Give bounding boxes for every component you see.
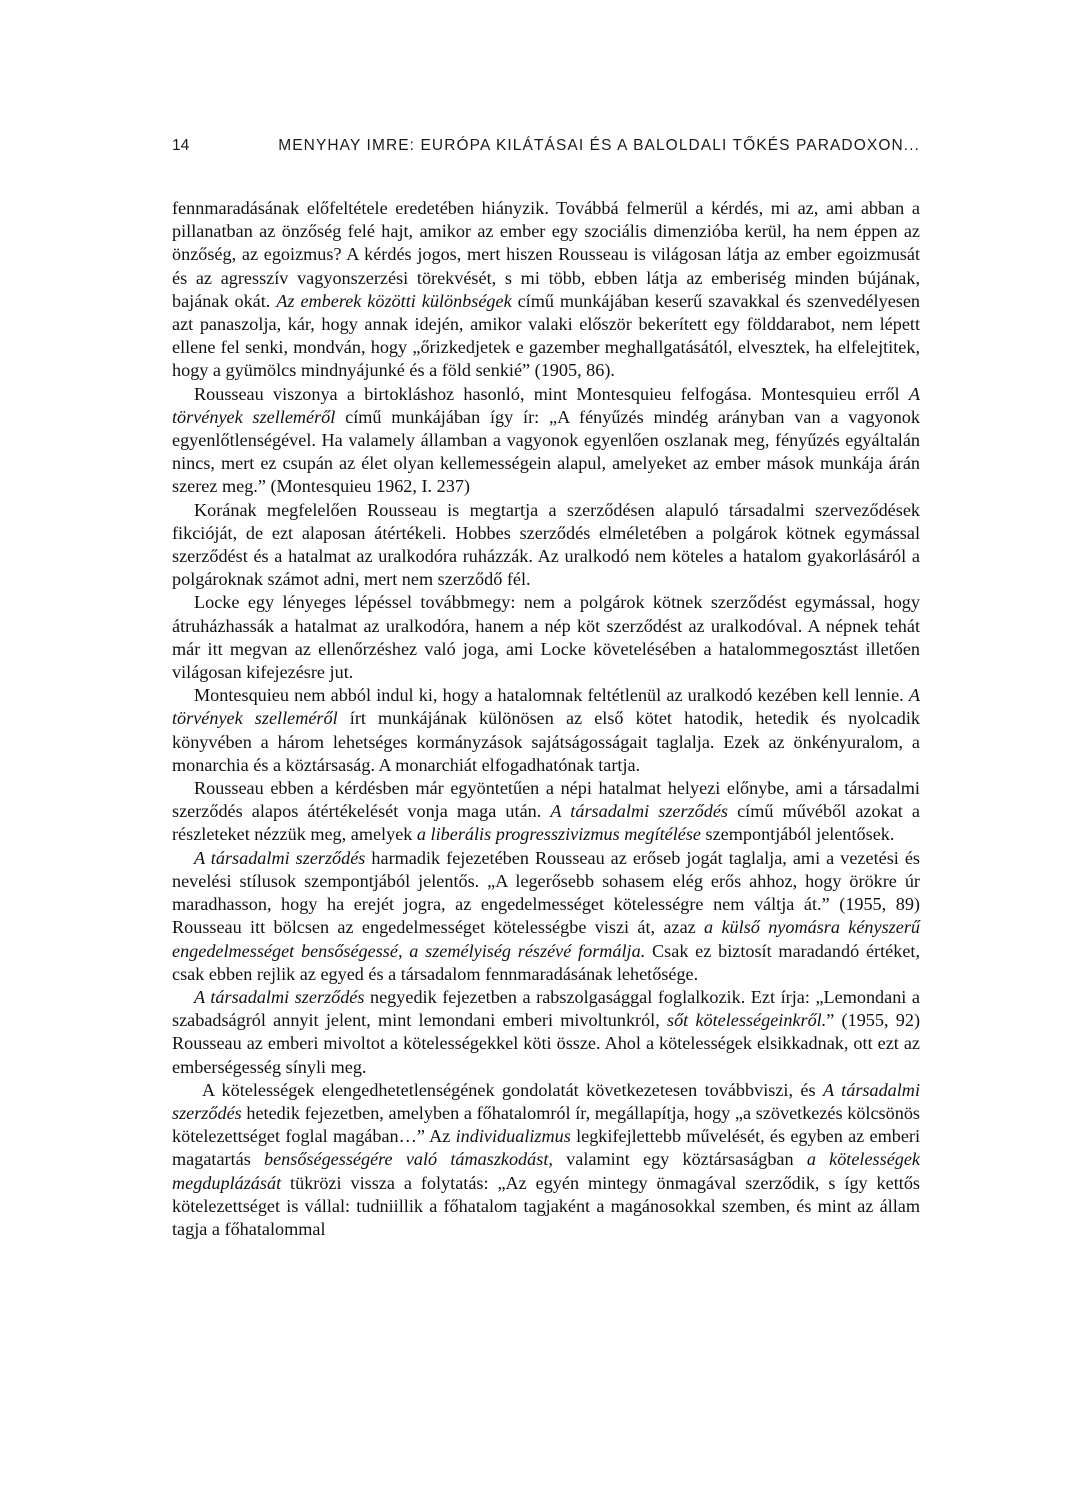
running-title: MENYHAY IMRE: EURÓPA KILÁTÁSAI ÉS A BALOLDALI TŐKÉS PARADOXON...: [278, 137, 920, 154]
italic-text: A társadalmi szerződés: [550, 801, 728, 822]
text-run: című munkájában így ír: „A fényűzés mindég arányban van a vagyonok egyenlőtlenségével. Ha valamely államban a vagyonok egyenlően oszlanak meg, fényűzés egyáltalán nincs, mert ez csupán az élet olyan kellemességein alapul, amelyeket az ember mások munkája árán szerez meg.” (Montesquieu 1962, I. 237): [172, 406, 920, 497]
italic-text: sőt kötelességeinkről.: [667, 1010, 827, 1031]
text-run: legkifejlettebb művelését, és egyben az emberi magatartás: [172, 1126, 920, 1170]
paragraph: [172, 197, 920, 383]
italic-text: A törvények szelleméről: [172, 383, 920, 427]
paragraph: [172, 986, 920, 1079]
text-run: Montesquieu nem abból indul ki, hogy a hatalomnak feltétlenül az uralkodó kezében kell lennie.: [194, 685, 909, 706]
italic-text: A törvények szelleméről: [172, 685, 920, 729]
text-run: Rousseau ebben a kérdésben már egyöntetűen a népi hatalmat helyezi előnybe, ami a társadalmi szerződés alapos átértékelését vonja maga után.: [172, 778, 920, 822]
italic-text: A társadalmi szerződés: [172, 1079, 920, 1123]
text-run: Locke egy lényeges lépéssel továbbmegy: nem a polgárok kötnek szerződést egymással, hogy átruházhassák a hatalmat az uralkodóra, hanem a nép köt szerződést az uralkodóval. A népnek tehát már itt megvan az ellenőrzéshez való joga, ami Locke követelésében a hatalommegosztást illetően világosan kifejezésre jut.: [172, 592, 920, 683]
paragraph: [172, 383, 920, 499]
paragraph: [172, 499, 920, 592]
paragraph: [172, 847, 920, 986]
page-number: 14: [172, 137, 190, 154]
text-run: tükrözi vissza a folytatás: „Az egyén mintegy önmagával szerződik, s így kettős kötelezettséget is vállal: tudniillik a főhatalom tagjaként a magánosokkal szemben, és mint az állam tagja a főhatalommal: [172, 1172, 920, 1239]
running-header: [172, 137, 920, 155]
italic-text: individualizmus: [455, 1126, 571, 1147]
italic-text: a kötelességek megduplázását: [172, 1149, 921, 1193]
text-run: A kötelességek elengedhetetlenségének gondolatát következetesen továbbviszi, és: [202, 1079, 823, 1100]
text-run: című művéből azokat a részleteket nézzük meg, amelyek: [172, 801, 921, 845]
italic-text: A társadalmi szerződés: [194, 986, 365, 1007]
text-run: fennmaradásának előfeltétele eredetében hiányzik. Továbbá felmerül a kérdés, mi az, ami abban a pillanatban az önzőség felé hajt, amikor az ember egy szociális dimenzióba kerül, ha nem éppen az önzőség, az egoizmus? A kérdés jogos, mert hiszen Rousseau is világosan látja az ember egoizmusát és az agresszív vagyonszerzési törekvését, s mi több, ebben látja az emberiség minden bújának, bajának okát.: [172, 198, 920, 311]
italic-text: a külső nyomásra kényszerű engedelmességet bensőségessé, a személyiség részévé formálja.: [172, 917, 920, 961]
text-run: hetedik fejezetben, amelyben a főhatalomról ír, megállapítja, hogy „a szövetkezés kölcsönös kötelezettséget foglal magában…” Az: [172, 1102, 920, 1147]
italic-text: bensőségességére való támaszkodást,: [264, 1149, 553, 1170]
text-run: szempontjából jelentősek.: [700, 824, 895, 845]
paragraph: [172, 591, 920, 684]
paragraph: [172, 1079, 920, 1241]
italic-text: a liberális progresszivizmus megítélése: [416, 824, 701, 845]
text-run: ” (1955, 92) Rousseau az emberi mivoltot a kötelességekkel köti össze. Ahol a kötelességek elsikkadnak, ott ezt az emberségesség sínyli meg.: [172, 1010, 920, 1077]
text-run: című munkájában keserű szavakkal és szenvedélyesen azt panaszolja, kár, hogy annak idején, amikor valaki először bekerített egy földdarabot, nem lépett ellene fel senki, mondván, hogy „őrizkedjetek e gazember meghallgatásától, elvesztek, ha elfelejtitek, hogy a gyümölcs mindnyájunké és a föld senkié” (1905, 86).: [172, 290, 921, 381]
body-text: [172, 197, 920, 1241]
paragraph: [172, 684, 920, 777]
text-run: valamint egy köztársaságban: [552, 1149, 807, 1170]
text-run: írt munkájának különösen az első kötet hatodik, hetedik és nyolcadik könyvében a három lehetséges kormányzások sajátságosságait taglalja. Ezek az önkényuralom, a monarchia és a köztársaság. A monarchiát elfogadhatónak tartja.: [172, 708, 920, 775]
text-run: Korának megfelelően Rousseau is megtartja a szerződésen alapuló társadalmi szerveződések fikcióját, de ezt alaposan átértékeli. Hobbes szerződés elméletében a polgárok kötnek egymással szerződést és a hatalmat az uralkodóra ruházzák. Az uralkodó nem köteles a hatalom gyakorlásáról a polgároknak számot adni, mert nem szerződő fél.: [172, 499, 920, 590]
text-run: negyedik fejezetben a rabszolgasággal foglalkozik. Ezt írja: „Lemondani a szabadságról annyit jelent, mint lemondani emberi mivoltunkról,: [172, 986, 920, 1031]
text-run: harmadik fejezetében Rousseau az erőseb jogát taglalja, ami a vezetési és nevelési stílusok szempontjából jelentős. „A legerősebb sohasem elég erős ahhoz, hogy örökre úr maradhasson, hogy ha erejét jogra, az engedelmességet kötelességre nem váltja át.” (1955, 89) Rousseau itt bölcsen az engedelmességet kötelességbe viszi át, azaz: [172, 847, 920, 938]
text-run: Rousseau viszonya a birtokláshoz hasonló, mint Montesquieu felfogása. Montesquieu erről: [194, 383, 909, 404]
italic-text: A társadalmi szerződés: [194, 847, 366, 868]
text-run: Csak ez biztosít maradandó értéket, csak ebben rejlik az egyed és a társadalom fennmaradásának lehetősége.: [172, 940, 921, 984]
italic-text: Az emberek közötti különbségek: [276, 290, 512, 311]
paragraph: [172, 777, 920, 847]
